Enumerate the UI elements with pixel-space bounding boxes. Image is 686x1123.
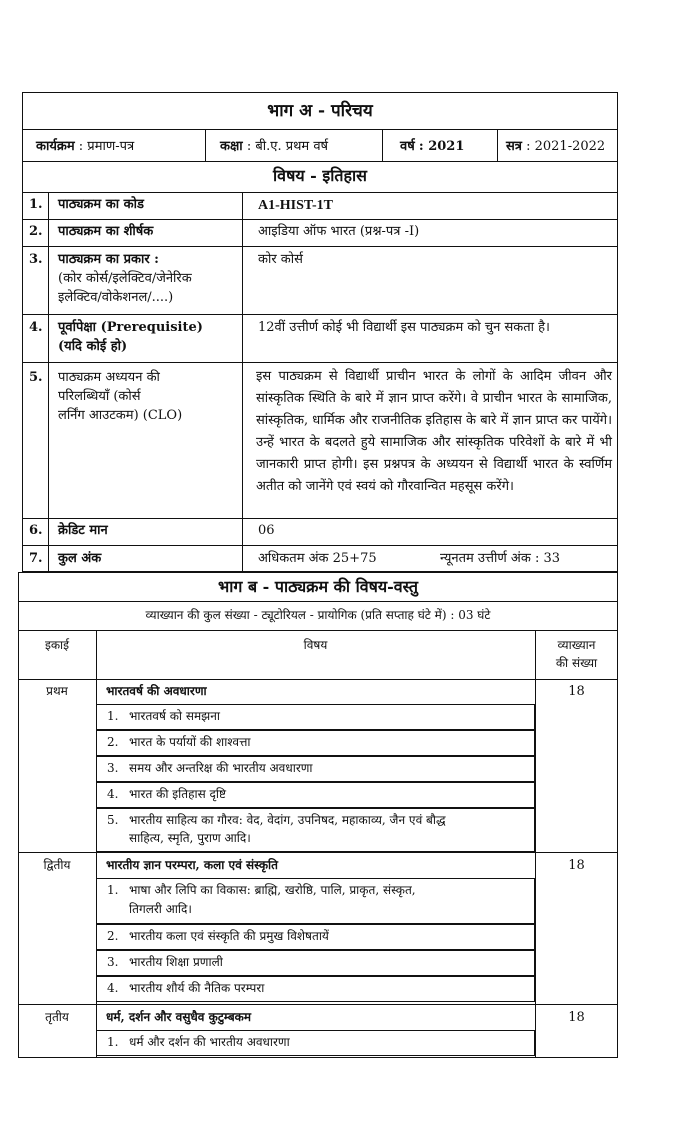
unit-1-count: 18	[568, 684, 585, 699]
session-value: : 2021-2022	[526, 139, 606, 154]
topic-num: 4.	[107, 787, 119, 801]
session-label: सत्र	[506, 139, 522, 154]
row-4-label-line1: पूर्वापेक्षा (Prerequisite)	[58, 320, 203, 335]
topic-text: भारतीय शिक्षा प्रणाली	[129, 955, 223, 969]
row-6-label: क्रेडिट मान	[58, 523, 108, 538]
topic-text: भाषा और लिपि का विकास: ब्राह्मि, खरोष्ठि, पालि, प्राकृत, संस्कृत,	[129, 883, 416, 897]
col-topic: विषय	[303, 638, 328, 652]
unit-2-count: 18	[568, 858, 585, 873]
program-info	[36, 139, 134, 155]
min-pass-marks: न्यूनतम उत्तीर्ण अंक : 33	[440, 551, 561, 566]
class-info	[220, 139, 328, 155]
program-value: : प्रमाण-पत्र	[78, 139, 135, 154]
topic-num: 3.	[107, 761, 119, 775]
credit-value: 06	[258, 523, 275, 538]
topic-text-cont: तिगलरी आदि।	[129, 902, 192, 916]
unit-2-topic-3	[96, 950, 535, 976]
topic-text: भारत के पर्यायों की शाश्वत्ता	[129, 735, 251, 749]
unit-2-topic-4	[96, 976, 535, 1002]
row-2-label: पाठ्यक्रम का शीर्षक	[58, 224, 154, 239]
part-a-heading: भाग अ - परिचय	[267, 101, 373, 121]
topic-text: समय और अन्तरिक्ष की भारतीय अवधारणा	[129, 761, 313, 775]
topic-num: 4.	[107, 981, 119, 995]
unit-1-topic-1	[96, 704, 535, 730]
row-4-label-line2: (यदि कोई हो)	[58, 339, 128, 354]
part-b-heading: भाग ब - पाठ्यक्रम की विषय-वस्तु	[217, 577, 419, 596]
row-1-label: पाठ्यक्रम का कोड	[58, 197, 144, 212]
topic-text-cont: साहित्य, स्मृति, पुराण आदि।	[129, 831, 251, 845]
unit-1-name: प्रथम	[46, 684, 68, 698]
topic-num: 1.	[107, 883, 119, 897]
topic-text: भारतवर्ष को समझना	[129, 709, 220, 723]
row-3-label-line1: पाठ्यक्रम का प्रकार :	[58, 252, 159, 267]
row-7-num: 7.	[29, 551, 43, 566]
unit-1-topic-4	[96, 782, 535, 808]
year-value: : 2021	[418, 139, 465, 154]
unit-2-name: द्वितीय	[43, 858, 71, 872]
row-3-num: 3.	[29, 252, 43, 267]
topic-num: 5.	[107, 813, 119, 827]
year-label: वर्ष	[400, 139, 415, 154]
topic-text: भारत की इतिहास दृष्टि	[129, 787, 226, 801]
unit-1-title: भारतवर्ष की अवधारणा	[106, 684, 207, 698]
class-label: कक्षा	[220, 139, 243, 154]
topic-num: 1.	[107, 709, 119, 723]
subject-heading: विषय - इतिहास	[273, 166, 367, 185]
row-5-label-line3: लर्निंग आउटकम) (CLO)	[58, 408, 183, 423]
col-count-line2: की संख्या	[555, 656, 598, 670]
lecture-hours: व्याख्यान की कुल संख्या - ट्यूटोरियल - प्रायोगिक (प्रति सप्ताह घंटे में) : 03 घंटे	[145, 608, 491, 622]
max-marks: अधिकतम अंक 25+75	[258, 551, 377, 566]
unit-1-topic-2	[96, 730, 535, 756]
topic-text: भारतीय शौर्य की नैतिक परम्परा	[129, 981, 265, 995]
topic-num: 2.	[107, 735, 119, 749]
topic-text: भारतीय साहित्य का गौरव: वेद, वेदांग, उपनिषद, महाकाव्य, जैन एवं बौद्ध	[129, 813, 446, 827]
unit-3-name: तृतीय	[45, 1010, 69, 1024]
row-5-label-line2: परिलब्धियाँ (कोर्स	[58, 389, 141, 404]
unit-2-title: भारतीय ज्ञान परम्परा, कला एवं संस्कृति	[106, 858, 278, 872]
row-1-num: 1.	[29, 197, 43, 212]
unit-3-topic-1	[96, 1030, 535, 1056]
topic-num: 3.	[107, 955, 119, 969]
course-code: A1-HIST-1T	[258, 198, 333, 213]
row-5-num: 5.	[29, 370, 43, 385]
topic-num: 2.	[107, 929, 119, 943]
unit-2-topic-2	[96, 924, 535, 950]
program-label: कार्यक्रम	[36, 139, 75, 154]
unit-2-topic-1	[96, 878, 535, 924]
course-title: आइडिया ऑफ भारत (प्रश्न-पत्र -I)	[258, 224, 420, 239]
row-3-label-line2: (कोर कोर्स/इलेक्टिव/जेनेरिक	[58, 271, 192, 286]
learning-outcomes: इस पाठ्यक्रम से विद्यार्थी प्राचीन भारत के लोगों के आदिम जीवन और सांस्कृतिक स्थिति के बारे में ज्ञान प्राप्त करेंगे। वे प्राचीन भारत के सामाजिक, सांस्कृतिक, धार्मिक और राजनीतिक इतिहास के बारे में ज्ञान प्राप्त कर पायेंगे। उन्हें भारत के बदलते हुये सामाजिक और सांस्कृतिक परिवेशों के बारे में भी जानकारी प्राप्त होगी। इस प्रश्नपत्र के अध्ययन से विद्यार्थी भारत के स्वर्णिम अतीत को जानेंगे एवं स्वयं को गौरवान्वित महसूस करेंगे।	[256, 369, 612, 494]
row-2-num: 2.	[29, 224, 43, 239]
row-5-label-line1: पाठ्यक्रम अध्ययन की	[58, 370, 160, 385]
session-info	[506, 139, 605, 155]
row-4-num: 4.	[29, 320, 43, 335]
prerequisite: 12वीं उत्तीर्ण कोई भी विद्यार्थी इस पाठ्यक्रम को चुन सकता है।	[258, 320, 550, 335]
topic-num: 1.	[107, 1035, 119, 1049]
row-7-label: कुल अंक	[58, 551, 102, 566]
topic-text: भारतीय कला एवं संस्कृति की प्रमुख विशेषतायें	[129, 929, 329, 943]
unit-3-count: 18	[568, 1010, 585, 1025]
year-info	[400, 139, 464, 155]
unit-1-topic-3	[96, 756, 535, 782]
unit-3-title: धर्म, दर्शन और वसुधैव कुटुम्बकम	[106, 1010, 252, 1024]
row-3-label-line3: इलेक्टिव/वोकेशनल/....)	[58, 290, 174, 305]
unit-1-topic-5	[96, 808, 535, 852]
col-count-line1: व्याख्यान	[557, 638, 596, 652]
col-unit: इकाई	[44, 638, 70, 652]
row-6-num: 6.	[29, 523, 43, 538]
topic-text: धर्म और दर्शन की भारतीय अवधारणा	[129, 1035, 290, 1049]
class-value: : बी.ए. प्रथम वर्ष	[246, 139, 329, 154]
course-type: कोर कोर्स	[258, 252, 303, 267]
